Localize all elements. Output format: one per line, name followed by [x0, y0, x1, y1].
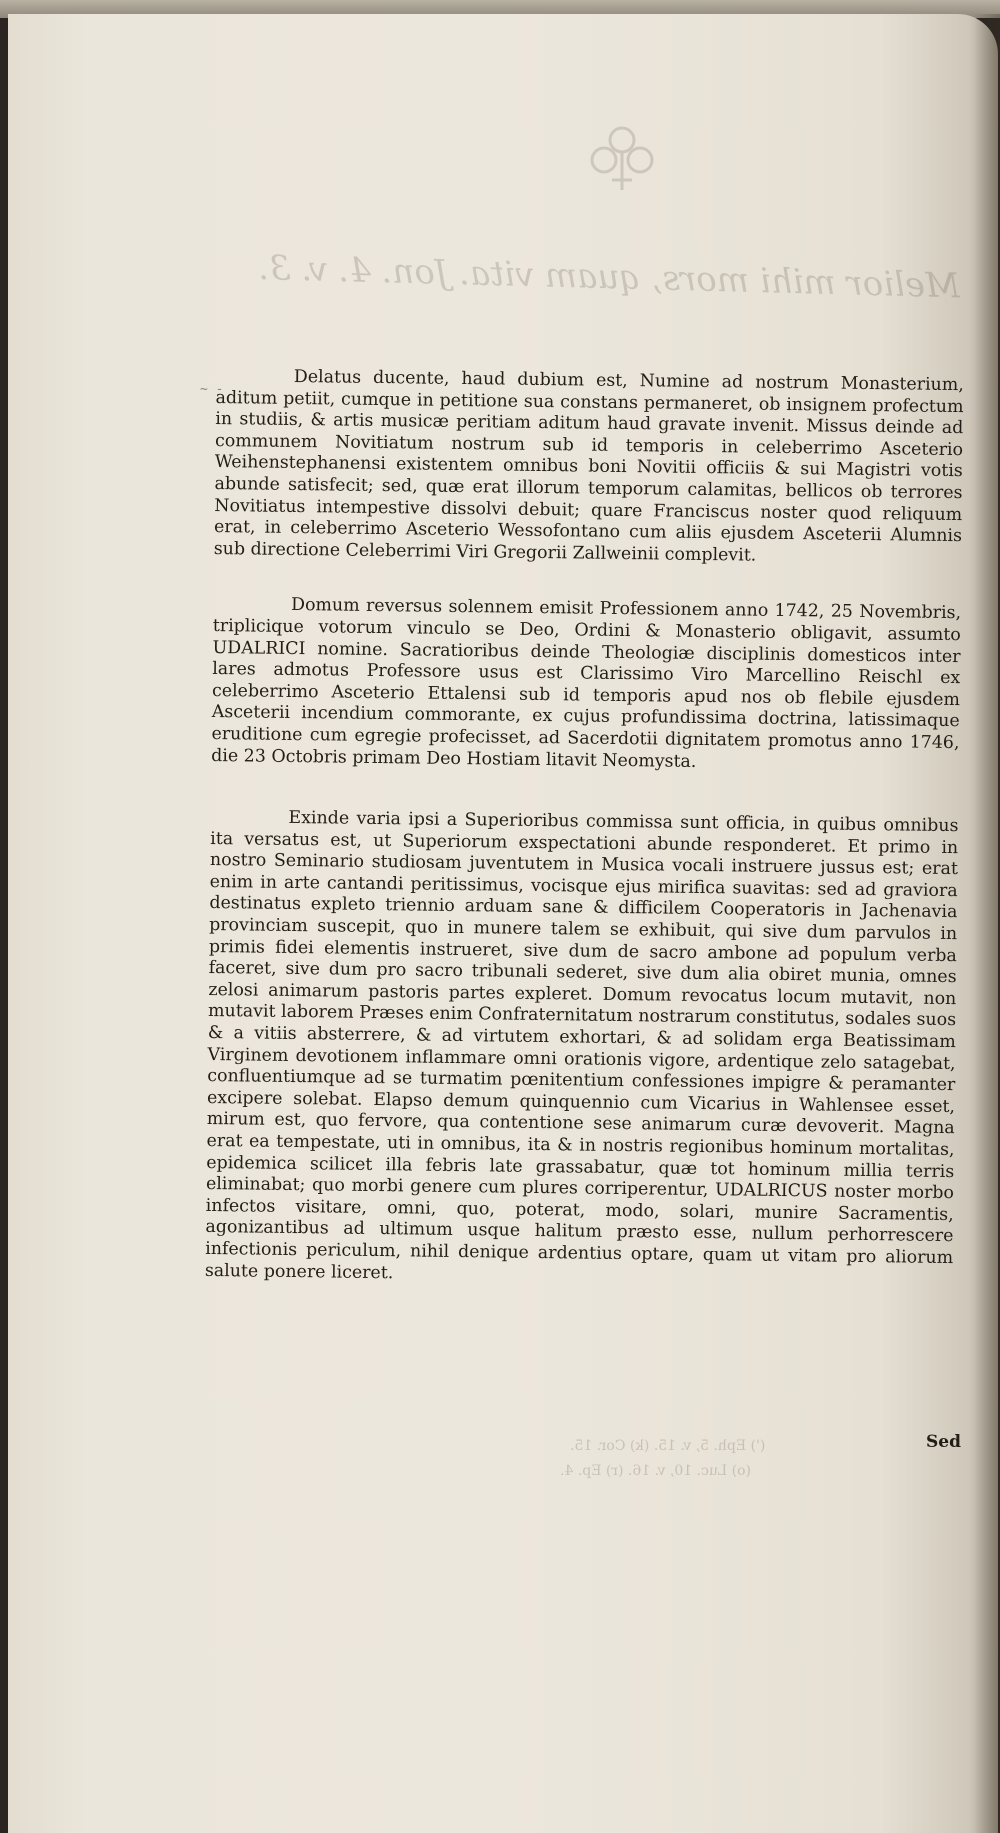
margin-marker: ~ -	[200, 382, 224, 397]
cross-emblem-icon	[582, 118, 662, 198]
paragraph-1: Delatus ducente, haud dubium est, Numine ad nostrum Monasterium, aditum petiit, cumque in petitione sua constans permaneret, ob insignem profectum in studiis, & artis musicæ peritiam aditum haud gravate invenit. Missus deinde ad communem Novitiatum nostrum sub id temporis in celeberrimo Asceterio Weihenstephanensi existentem omnibus boni Novitii officiis & sui Magistri votis abunde satisfecit; sed, quæ erat illorum temporum calamitas, bellicos ob terrores Novitiatus intempestive dissolvi debuit; quare Franciscus noster quod reliquum erat, in celeberrimo Asceterio Wessofontano cum aliis ejusdem Asceterii Alumnis sub directione Celeberrimi Viri Gregorii Zallweinii complevit.	[213, 366, 964, 566]
bleed-through-footnote-2: (o) Luc. 10, v. 16. (r) Ep. 4.	[560, 1463, 751, 1479]
page-edge-shadow	[974, 14, 1000, 1833]
paragraph-2: Domum reversus solennem emisit Professionem anno 1742, 25 Novembris, triplicique votorum vinculo se Deo, Ordini & Monasterio obligavit, assumto UDALRICI nomine. Sacratioribus deinde Theologiæ disciplinis domesticos inter lares admotus Professore usus est Clarissimo Viro Marcellino Reischl ex celeberrimo Asceterio Ettalensi sub id temporis apud nos ob flebile ejusdem Asceterii incendium commorante, ex cujus profundissima doctrina, latissimaque eruditione cum egregie profecisset, ad Sacerdotii dignitatem promotus anno 1746, die 23 Octobris primam Deo Hostiam litavit Neomysta.	[211, 595, 962, 772]
body-text	[204, 366, 964, 1325]
bleed-through-footnote-1: (') Eph. 5, v. 15. (k) Cor. 15.	[570, 1438, 766, 1454]
catchword: Sed	[926, 1432, 961, 1452]
bleed-through-heading: Melior mihi mors, quam vita. Jon. 4. v. 3.	[257, 248, 961, 307]
paragraph-3: Exinde varia ipsi a Superioribus commissa sunt officia, in quibus omnibus ita versatus est, ut Superiorum exspectationi abunde responderet. Et primo in nostro Seminario studiosam juventutem in Musica vocali instruere jussus est; erat enim in arte cantandi peritissimus, vocisque ejus mirifica suavitas: sed ad graviora destinatus expleto triennio arduam sane & difficilem Cooperatoris in Jachenavia provinciam suscepit, quo in munere talem se exhibuit, qui sive dum parvulos in primis fidei elementis instrueret, sive dum de sacro ambone ad populum verba faceret, sive dum pro sacro tribunali sederet, sive dum alia obiret munia, omnes zelosi animarum pastoris partes expleret. Domum revocatus locum mutavit, non mutavit laborem Præses enim Confraternitatum nostrarum constitutus, sodales suos & a vitiis absterrere, & ad virtutem exhortari, & ad solidam erga Beatissimam Virginem devotionem inflammare omni orationis vigore, ardentique zelo satagebat, confluentiumque ad se turmatim pœnitentium confessiones impigre & peramanter excipere solebat. Elapso demum quinquennio cum Vicarius in Wahlensee esset, mirum est, quo fervore, qua contentione sese animarum curæ devoverit. Magna erat ea tempestate, uti in omnibus, ita & in nostris regionibus hominum mortalitas, epidemica scilicet illa febris late grassabatur, quæ tot hominum millia terris eliminabat; quo morbi genere cum plures corriperentur, UDALRICUS noster morbo infectos visitare, omni, quo, poterat, modo, solari, munire Sacramentis, agonizantibus ad ultimum usque halitum præsto esse, nullum perhorrescere infectionis periculum, nihil denique ardentius optare, quam ut vitam pro aliorum salute ponere liceret.	[204, 808, 959, 1283]
